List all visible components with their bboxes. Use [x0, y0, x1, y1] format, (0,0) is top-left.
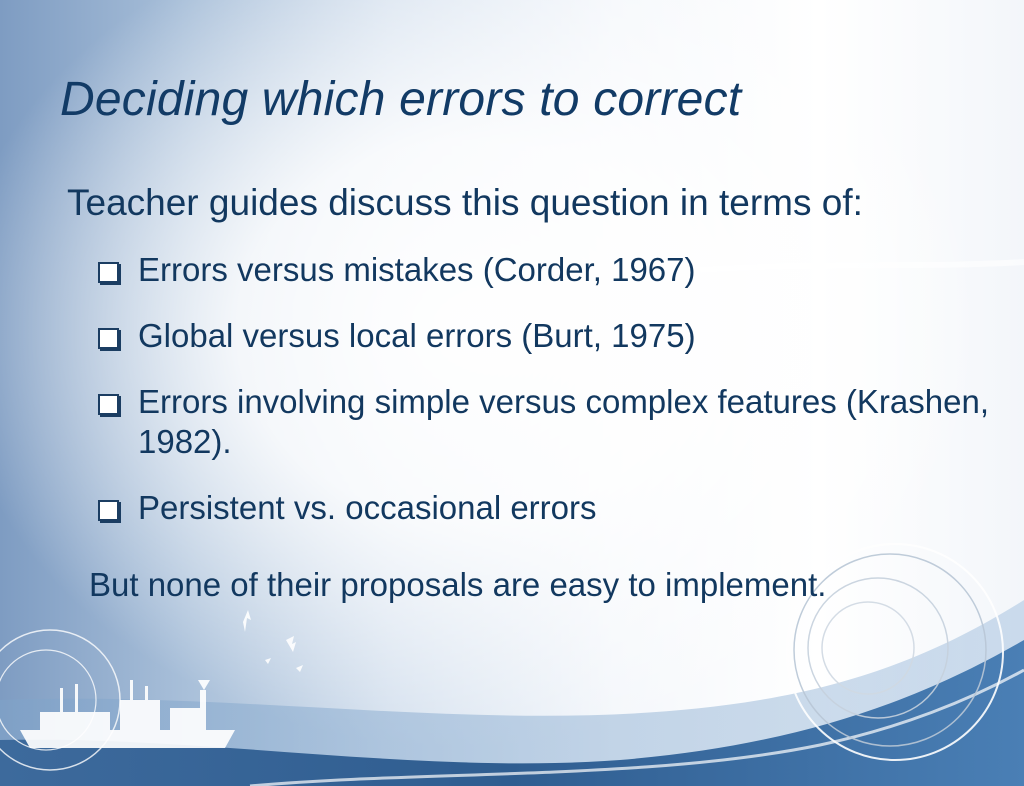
checkbox-square-icon [98, 394, 119, 415]
list-item [96, 316, 996, 356]
bullet-text: Global versus local errors (Burt, 1975) [138, 317, 696, 354]
bullet-text: Errors versus mistakes (Corder, 1967) [138, 251, 696, 288]
ship-silhouette [20, 680, 235, 748]
list-item [96, 382, 996, 462]
list-item [96, 488, 996, 528]
bird-icons [243, 610, 303, 672]
checkbox-square-icon [98, 328, 119, 349]
list-item [96, 250, 996, 290]
slide-title: Deciding which errors to correct [60, 73, 742, 126]
bullet-text: Errors involving simple versus complex features (Krashen, 1982). [138, 383, 989, 460]
intro-text: Teacher guides discuss this question in terms of: [67, 182, 863, 223]
bullet-text: Persistent vs. occasional errors [138, 489, 597, 526]
checkbox-square-icon [98, 262, 119, 283]
checkbox-square-icon [98, 500, 119, 521]
bullet-list [96, 250, 996, 554]
conclusion-text: But none of their proposals are easy to implement. [89, 566, 827, 603]
